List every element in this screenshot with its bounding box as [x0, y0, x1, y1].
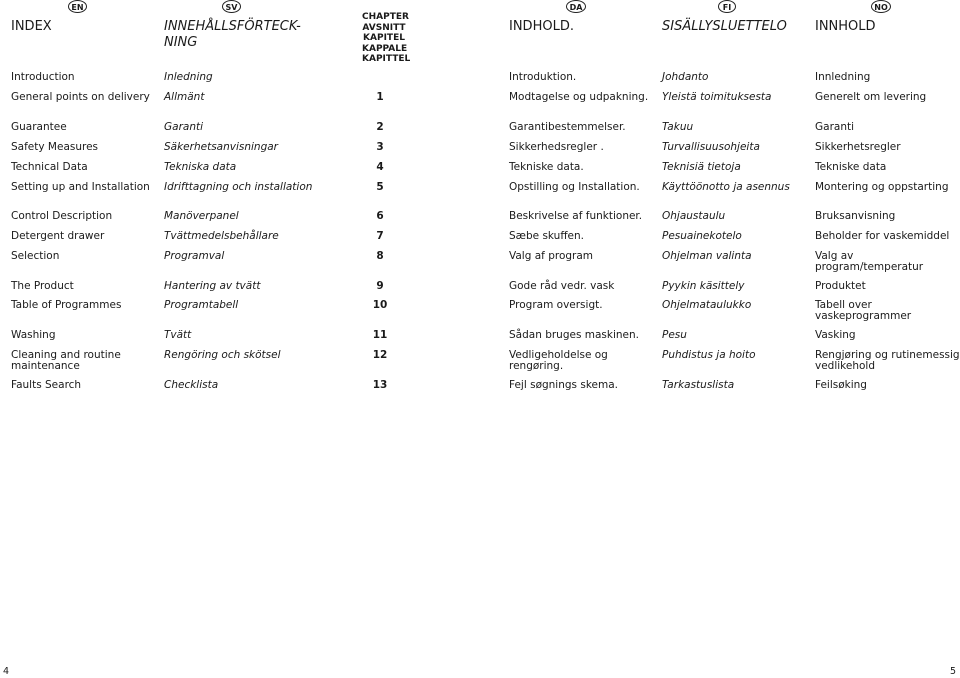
row-no: Tekniske data	[815, 161, 887, 173]
row-da: Tekniske data.	[509, 161, 584, 173]
row-no: Generelt om levering	[815, 91, 927, 103]
row-chapter-number: 13	[372, 379, 388, 391]
lang-badge-en: EN	[68, 0, 87, 13]
row-en: Introduction	[11, 71, 75, 83]
chapter-heading-no: KAPITTEL	[362, 54, 411, 64]
header-en: INDEX	[11, 19, 52, 34]
row-no: Montering og oppstarting	[815, 181, 949, 193]
row-sv: Inledning	[164, 71, 213, 83]
row-en: Faults Search	[11, 379, 82, 391]
header-sv	[164, 19, 301, 51]
row-da: Gode råd vedr. vask	[509, 280, 615, 292]
row-no: Tabell over	[815, 299, 872, 311]
page-number-right: 5	[950, 666, 957, 677]
row-da: Beskrivelse af funktioner.	[509, 210, 643, 222]
row-en: Washing	[11, 329, 56, 341]
row-da: Garantibestemmelser.	[509, 121, 626, 133]
row-da: Sæbe skuffen.	[509, 230, 585, 242]
row-fi: Teknisiä tietoja	[662, 161, 741, 173]
row-en: Selection	[11, 250, 60, 262]
row-da: Sikkerhedsregler .	[509, 141, 604, 153]
row-en: Technical Data	[11, 161, 88, 173]
row-fi: Johdanto	[662, 71, 709, 83]
chapter-heading	[362, 12, 411, 65]
row-en: Table of Programmes	[11, 299, 122, 311]
row-da-line2: rengøring.	[509, 360, 564, 372]
row-fi: Takuu	[662, 121, 694, 133]
header-sv-line2: NING	[164, 35, 198, 50]
header-sv-line1: INNEHÅLLSFÖRTECK-	[164, 19, 301, 34]
row-no-line2: vedlikehold	[815, 360, 876, 372]
row-chapter-number: 6	[376, 210, 384, 222]
row-chapter-number: 7	[376, 230, 384, 242]
row-en: Detergent drawer	[11, 230, 105, 242]
row-fi: Pyykin käsittely	[662, 280, 745, 292]
row-sv: Garanti	[164, 121, 204, 133]
row-fi: Ohjelmataulukko	[662, 299, 752, 311]
lang-badge-no: NO	[871, 0, 891, 13]
header-fi: SISÄLLYSLUETTELO	[662, 19, 787, 34]
chapter-heading-fi: KAPPALE	[362, 43, 408, 54]
row-da: Fejl søgnings skema.	[509, 379, 618, 391]
row-chapter-number: 3	[376, 141, 384, 153]
header-no: INNHOLD	[815, 19, 876, 34]
row-da: Program oversigt.	[509, 299, 603, 311]
row-no: Garanti	[815, 121, 855, 133]
page-number-left: 4	[3, 666, 10, 677]
row-da: Sådan bruges maskinen.	[509, 329, 639, 341]
row-en: The Product	[11, 280, 74, 292]
row-no: Vasking	[815, 329, 856, 341]
row-no: Sikkerhetsregler	[815, 141, 901, 153]
row-chapter-number: 2	[376, 121, 384, 133]
row-sv: Säkerhetsanvisningar	[164, 141, 278, 153]
chapter-heading-en: CHAPTER	[362, 12, 409, 22]
row-da: Valg af program	[509, 250, 594, 262]
row-sv: Programtabell	[164, 299, 239, 311]
row-sv: Idrifttagning och installation	[164, 181, 313, 193]
lang-badge-fi: FI	[718, 0, 736, 13]
row-no: Bruksanvisning	[815, 210, 896, 222]
row-sv: Checklista	[164, 379, 219, 391]
lang-badge-da: DA	[566, 0, 586, 13]
row-da: Vedligeholdelse og	[509, 349, 608, 361]
row-en: General points on delivery	[11, 91, 150, 103]
chapter-heading-sv: AVSNITT	[362, 22, 406, 33]
row-chapter-number: 12	[372, 349, 388, 361]
row-en: Safety Measures	[11, 141, 99, 153]
row-fi: Pesuainekotelo	[662, 230, 742, 242]
row-chapter-number: 9	[376, 280, 384, 292]
lang-badge-sv: SV	[222, 0, 241, 13]
row-sv: Hantering av tvätt	[164, 280, 261, 292]
row-fi: Turvallisuusohjeita	[662, 141, 760, 153]
row-no-line2: vaskeprogrammer	[815, 310, 912, 322]
row-fi: Käyttöönotto ja asennus	[662, 181, 790, 193]
row-en: Setting up and Installation	[11, 181, 150, 193]
row-sv: Allmänt	[164, 91, 205, 103]
row-fi: Puhdistus ja hoito	[662, 349, 756, 361]
row-no: Innledning	[815, 71, 871, 83]
row-chapter-number: 10	[372, 299, 388, 311]
row-fi: Tarkastuslista	[662, 379, 735, 391]
row-da: Modtagelse og udpakning.	[509, 91, 649, 103]
chapter-heading-da: KAPITEL	[363, 33, 405, 43]
row-sv: Rengöring och skötsel	[164, 349, 281, 361]
row-en: Guarantee	[11, 121, 67, 133]
row-sv: Tvätt	[164, 329, 192, 341]
row-en-line2: maintenance	[11, 360, 80, 372]
row-sv: Tvättmedelsbehållare	[164, 230, 279, 242]
row-chapter-number: 5	[376, 181, 384, 193]
row-fi: Ohjelman valinta	[662, 250, 752, 262]
header-da: INDHOLD.	[509, 19, 574, 34]
row-no: Rengjøring og rutinemessig	[815, 349, 960, 361]
row-sv: Tekniska data	[164, 161, 237, 173]
row-sv: Programval	[164, 250, 225, 262]
row-fi: Yleistä toimituksesta	[662, 91, 772, 103]
row-no: Produktet	[815, 280, 866, 292]
row-sv: Manöverpanel	[164, 210, 239, 222]
row-no: Feilsøking	[815, 379, 867, 391]
row-chapter-number: 1	[376, 91, 384, 103]
row-no: Valg av	[815, 250, 854, 262]
row-en: Cleaning and routine	[11, 349, 121, 361]
row-en: Control Description	[11, 210, 113, 222]
row-no: Beholder for vaskemiddel	[815, 230, 950, 242]
row-no-line2: program/temperatur	[815, 261, 924, 273]
row-chapter-number: 4	[376, 161, 384, 173]
row-da: Opstilling og Installation.	[509, 181, 640, 193]
row-fi: Pesu	[662, 329, 687, 341]
row-fi: Ohjaustaulu	[662, 210, 726, 222]
row-chapter-number: 11	[372, 329, 388, 341]
row-da: Introduktion.	[509, 71, 577, 83]
row-chapter-number: 8	[376, 250, 384, 262]
